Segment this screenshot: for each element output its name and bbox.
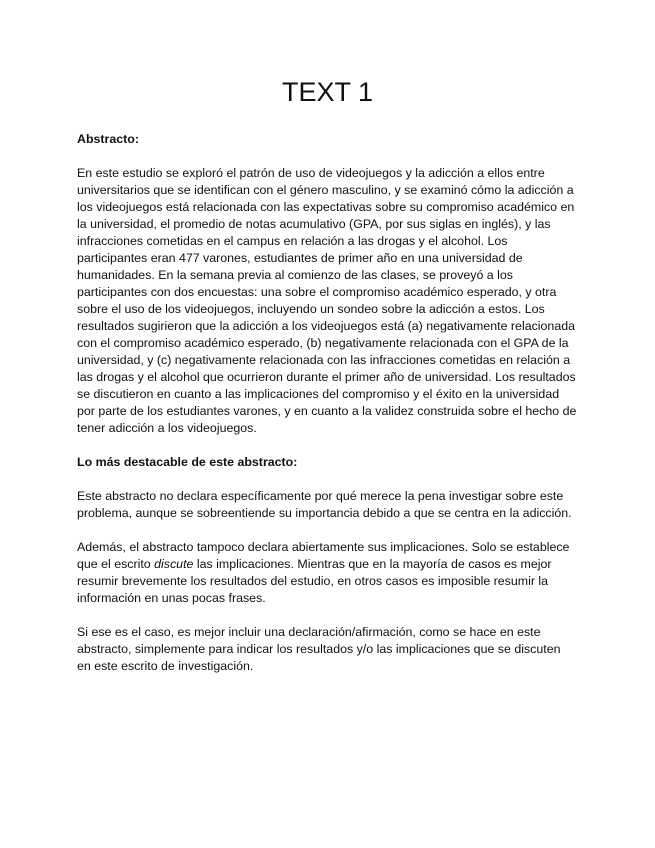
paragraph-2-text-end: las implicaciones. Mientras que en la mayoría de casos es mejor resumir brevemente los resultados del estudio, en otros casos es imposible resumir la información en unas pocas frases.	[77, 557, 552, 605]
document-body	[77, 131, 577, 675]
highlights-heading: Lo más destacable de este abstracto:	[77, 455, 298, 469]
highlights-paragraph-1: Este abstracto no declara específicamente por qué merece la pena investigar sobre este problema, aunque se sobreentiende su importancia debido a que se centra en la adicción.	[77, 489, 572, 520]
highlights-paragraph-2	[77, 539, 577, 607]
paragraph-2-emphasis: discute	[154, 557, 194, 571]
paragraph-2-text-start: Además, el abstracto tampoco declara abiertamente sus implicaciones. Solo se establece que el escrito	[77, 540, 570, 571]
abstract-heading: Abstracto:	[77, 132, 139, 146]
page-title: TEXT 1	[281, 77, 374, 107]
abstract-paragraph: En este estudio se exploró el patrón de uso de videojuegos y la adicción a ellos entre universitarios que se identifican con el género masculino, y se examinó cómo la adicción a los videojuegos está relacionada con las expectativas sobre su compromiso académico en la universidad, el promedio de notas acumulativo (GPA, por sus siglas en inglés), y las infracciones cometidas en el campus en relación a las drogas y el alcohol. Los participantes eran 477 varones, estudiantes de primer año en una universidad de humanidades. En la semana previa al comienzo de las clases, se proveyó a los participantes con dos encuestas: una sobre el compromiso académico esperado, y otra sobre el uso de los videojuegos, incluyendo un sondeo sobre la adicción a estos. Los resultados sugirieron que la adicción a los videojuegos está (a) negativamente relacionada con el compromiso académico esperado, (b) negativamente relacionada con el GPA de la universidad, y (c) negativamente relacionada con las infracciones cometidas en relación a las drogas y el alcohol que ocurrieron durante el primer año de universidad. Los resultados se discutieron en cuanto a las implicaciones del compromiso y el éxito en la universidad por parte de los estudiantes varones, y en cuanto a la validez construida sobre el hecho de tener adicción a los videojuegos.	[77, 166, 577, 435]
highlights-paragraph-3: Si ese es el caso, es mejor incluir una declaración/afirmación, como se hace en este abstracto, simplemente para indicar los resultados y/o las implicaciones que se discuten en este escrito de investigación.	[77, 625, 561, 673]
